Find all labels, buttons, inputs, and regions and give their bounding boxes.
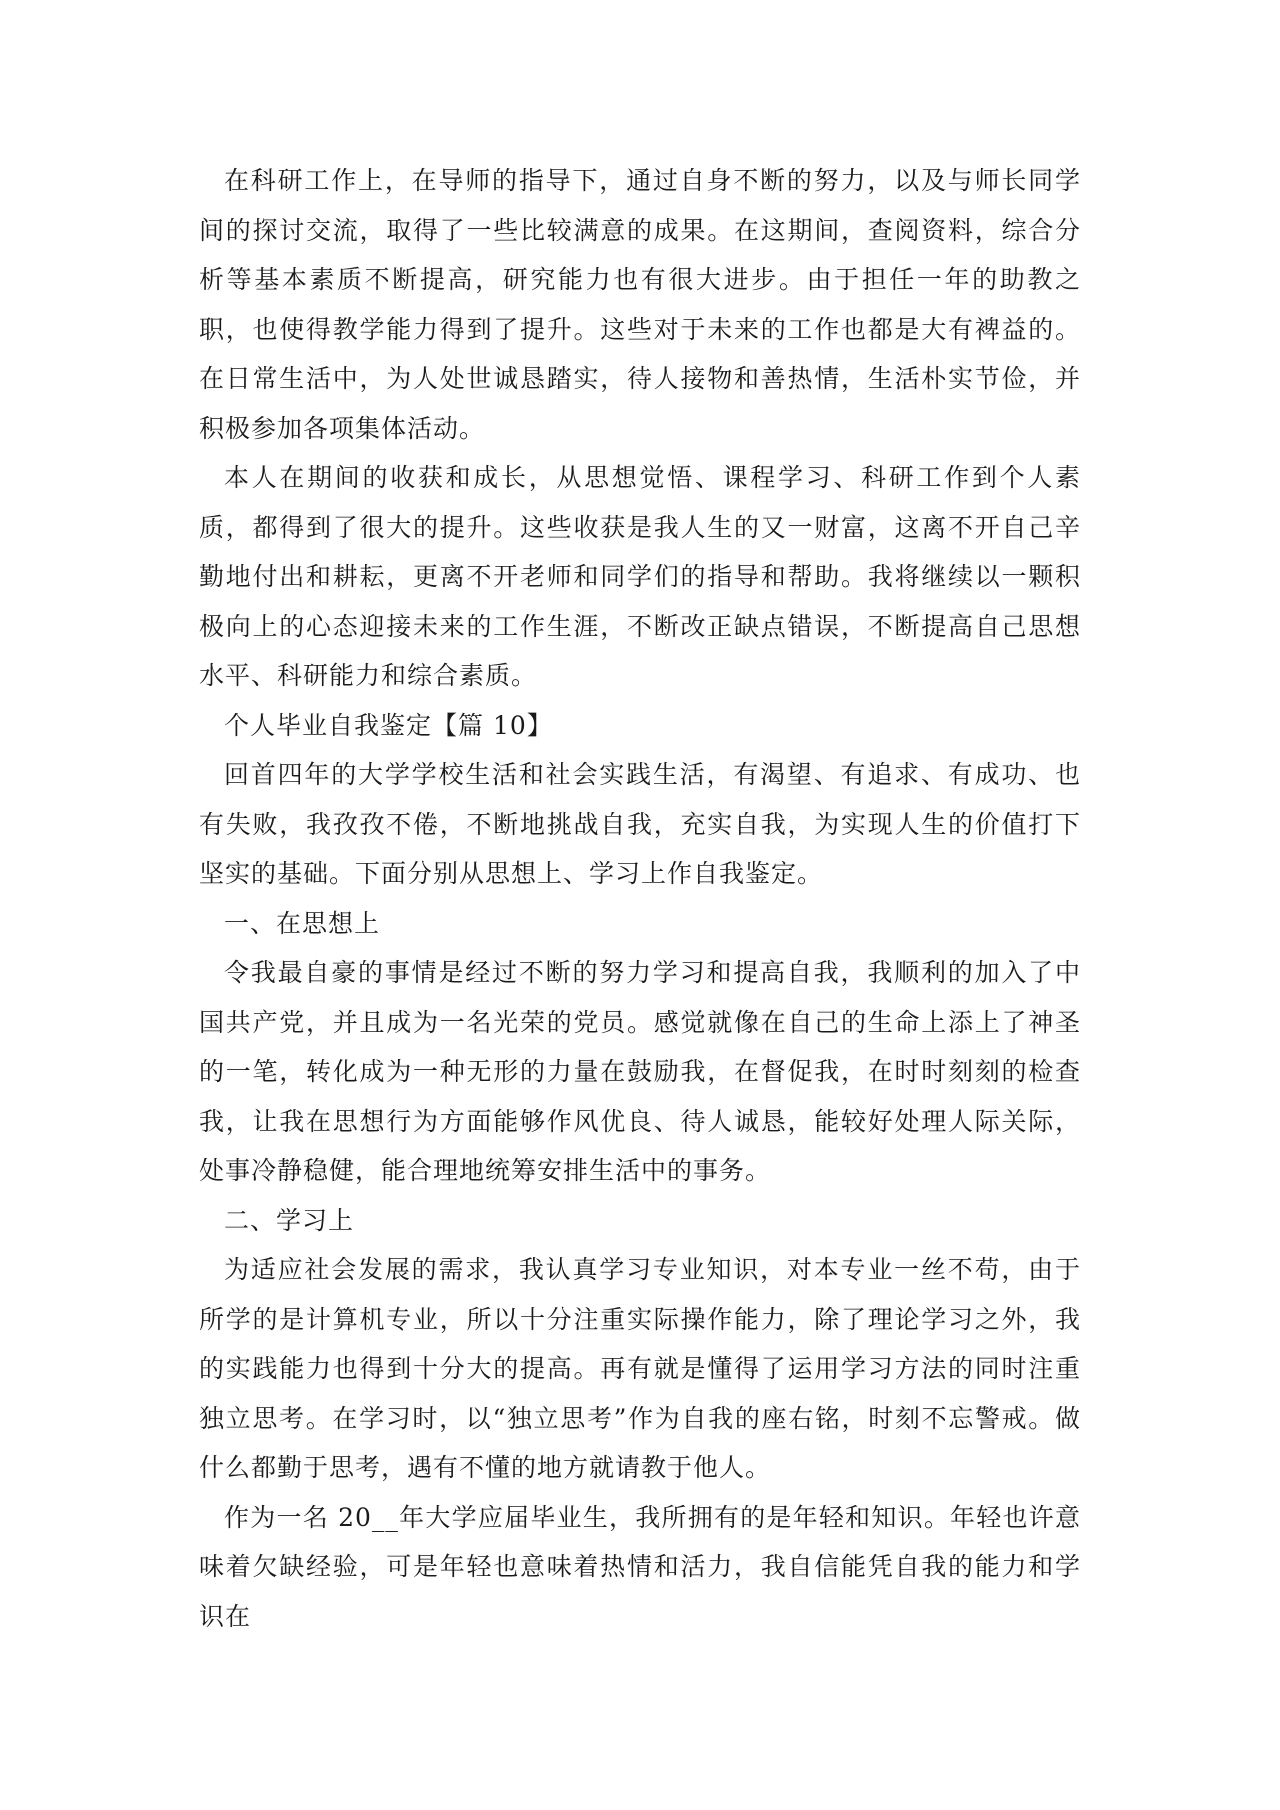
paragraph-growth-summary: 本人在期间的收获和成长，从思想觉悟、课程学习、科研工作到个人素质，都得到了很大的提升。这些收获是我人生的又一财富，这离不开自己辛勤地付出和耕耘，更离不开老师和同学们的指导和帮助。我将继续以一颗积极向上的心态迎接未来的工作生涯，不断改正缺点错误，不断提高自己思想水平、科研能力和综合素质。	[199, 463, 1081, 690]
paragraph-research-work: 在科研工作上，在导师的指导下，通过自身不断的努力，以及与师长同学间的探讨交流，取得了一些比较满意的成果。在这期间，查阅资料，综合分析等基本素质不断提高，研究能力也有很大进步。由于担任一年的助教之职，也使得教学能力得到了提升。这些对于未来的工作也都是大有裨益的。在日常生活中，为人处世诚恳踏实，待人接物和善热情，生活朴实节俭，并积极参加各项集体活动。	[199, 166, 1081, 443]
paragraph-four-years-review: 回首四年的大学学校生活和社会实践生活，有渴望、有追求、有成功、也有失败，我孜孜不倦，不断地挑战自我，充实自我，为实现人生的价值打下坚实的基础。下面分别从思想上、学习上作自我鉴定。	[199, 760, 1081, 888]
document-body	[199, 156, 1081, 1641]
paragraph-study: 为适应社会发展的需求，我认真学习专业知识，对本专业一丝不苟，由于所学的是计算机专业，所以十分注重实际操作能力，除了理论学习之外，我的实践能力也得到十分大的提高。再有就是懂得了运用学习方法的同时注重独立思考。在学习时，以“独立思考”作为自我的座右铭，时刻不忘警戒。做什么都勤于思考，遇有不懂的地方就请教于他人。	[199, 1255, 1081, 1482]
subheading-study: 二、学习上	[224, 1205, 355, 1235]
paragraph-ideology: 令我最自豪的事情是经过不断的努力学习和提高自我，我顺利的加入了中国共产党，并且成为一名光荣的党员。感觉就像在自己的生命上添上了神圣的一笔，转化成为一种无形的力量在鼓励我，在督促我，在时时刻刻的检查我，让我在思想行为方面能够作风优良、待人诚恳，能较好处理人际关际，处事冷静稳健，能合理地统筹安排生活中的事务。	[199, 958, 1081, 1185]
section-heading-article-10: 个人毕业自我鉴定【篇 10】	[224, 710, 553, 740]
subheading-ideology: 一、在思想上	[224, 908, 381, 938]
paragraph-graduate: 作为一名 20__年大学应届毕业生，我所拥有的是年轻和知识。年轻也许意味着欠缺经验，可是年轻也意味着热情和活力，我自信能凭自我的能力和学识在	[199, 1502, 1081, 1631]
